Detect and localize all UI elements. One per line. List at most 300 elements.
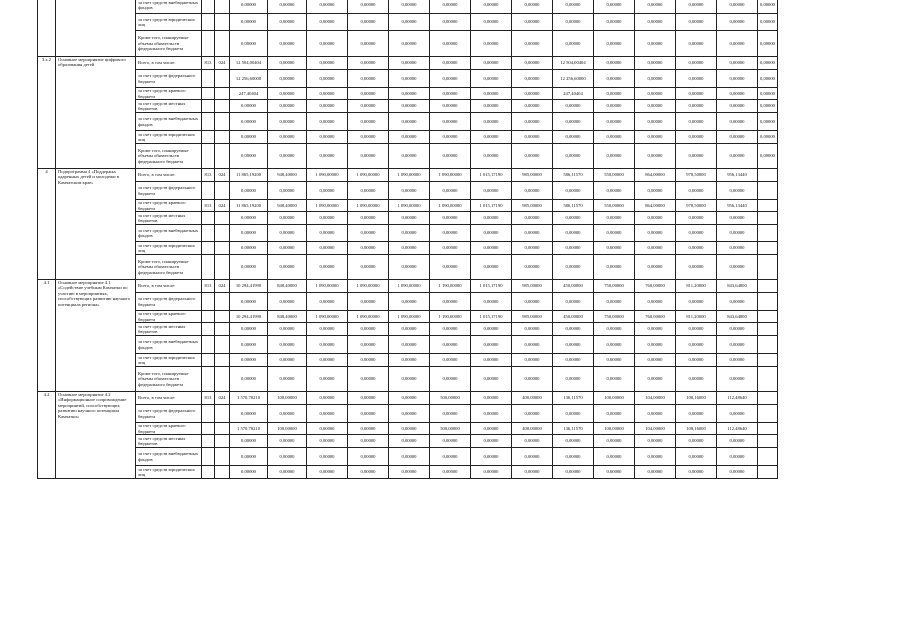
- amount-cell: 0,00000: [471, 0, 512, 14]
- amount-cell: 500,00000: [430, 392, 471, 405]
- amount-cell: 0,00000: [430, 466, 471, 479]
- amount-cell: 0,00000: [471, 323, 512, 336]
- amount-cell: 0,00000: [430, 31, 471, 57]
- amount-cell: 0,00000: [635, 255, 676, 280]
- amount-cell: 0,00000: [430, 242, 471, 255]
- program-code: [215, 100, 230, 113]
- amount-cell: 0,00000: [471, 392, 512, 405]
- amount-cell: 0,00000: [758, 144, 778, 169]
- funding-source: Всего, в том числе:: [136, 57, 202, 70]
- amount-cell: 0,00000: [676, 323, 717, 336]
- amount-cell: [758, 367, 778, 392]
- amount-cell: 0,00000: [471, 336, 512, 354]
- amount-cell: 0,00000: [594, 70, 635, 88]
- program-code: 024: [215, 57, 230, 70]
- amount-cell: 1 090,00000: [430, 169, 471, 182]
- table-row: [38, 448, 778, 466]
- amount-cell: 0,00000: [268, 182, 307, 200]
- amount-cell: 948,40000: [268, 200, 307, 212]
- amount-cell: 586,11570: [553, 200, 594, 212]
- amount-cell: 0,00000: [471, 423, 512, 435]
- amount-cell: 0,00000: [758, 113, 778, 131]
- amount-cell: 0,00000: [553, 0, 594, 14]
- amount-cell: 0,00000: [389, 405, 430, 423]
- program-code: [215, 131, 230, 144]
- amount-cell: 0,00000: [635, 14, 676, 31]
- table-row: [38, 200, 778, 212]
- amount-cell: 0,00000: [594, 88, 635, 100]
- amount-cell: 0,00000: [553, 255, 594, 280]
- funding-source: Всего, в том числе:: [136, 280, 202, 293]
- amount-cell: 0,00000: [348, 0, 389, 14]
- amount-cell: 0,00000: [307, 448, 348, 466]
- amount-cell: 1 190,00000: [430, 280, 471, 293]
- amount-cell: 0,00000: [758, 0, 778, 14]
- amount-cell: 0,00000: [230, 435, 268, 448]
- grbs-code: 813: [202, 280, 215, 293]
- amount-cell: 0,00000: [268, 225, 307, 242]
- amount-cell: 0,00000: [758, 88, 778, 100]
- amount-cell: 1 090,00000: [430, 200, 471, 212]
- amount-cell: 0,00000: [512, 14, 553, 31]
- amount-cell: 0,00000: [635, 0, 676, 14]
- amount-cell: 864,00000: [635, 169, 676, 182]
- amount-cell: 0,00000: [230, 31, 268, 57]
- funding-source: за счет средств федерального бюджета: [136, 182, 202, 200]
- amount-cell: 0,00000: [230, 367, 268, 392]
- amount-cell: 0,00000: [389, 131, 430, 144]
- amount-cell: 0,00000: [348, 14, 389, 31]
- amount-cell: 0,00000: [512, 144, 553, 169]
- amount-cell: 0,00000: [594, 182, 635, 200]
- amount-cell: 0,00000: [512, 466, 553, 479]
- amount-cell: 0,00000: [471, 144, 512, 169]
- amount-cell: 0,00000: [348, 435, 389, 448]
- amount-cell: 0,00000: [230, 354, 268, 367]
- amount-cell: 811,20000: [676, 280, 717, 293]
- amount-cell: 0,00000: [307, 435, 348, 448]
- amount-cell: 0,00000: [430, 367, 471, 392]
- amount-cell: 0,00000: [553, 212, 594, 225]
- amount-cell: 0,00000: [230, 212, 268, 225]
- amount-cell: 0,00000: [307, 70, 348, 88]
- amount-cell: 0,00000: [230, 225, 268, 242]
- amount-cell: 0,00000: [635, 435, 676, 448]
- amount-cell: 0,00000: [430, 323, 471, 336]
- amount-cell: 0,00000: [676, 448, 717, 466]
- amount-cell: 1 090,00000: [348, 169, 389, 182]
- amount-cell: 0,00000: [717, 448, 758, 466]
- amount-cell: 0,00000: [717, 14, 758, 31]
- amount-cell: 848,40000: [268, 311, 307, 323]
- grbs-code: 813: [202, 392, 215, 405]
- amount-cell: 0,00000: [348, 131, 389, 144]
- amount-cell: 0,00000: [512, 225, 553, 242]
- amount-cell: [758, 293, 778, 311]
- table-row: [38, 182, 778, 200]
- amount-cell: 0,00000: [389, 392, 430, 405]
- program-code: [215, 31, 230, 57]
- amount-cell: 0,00000: [594, 0, 635, 14]
- amount-cell: 0,00000: [553, 336, 594, 354]
- table-row: [38, 466, 778, 479]
- amount-cell: 0,00000: [348, 57, 389, 70]
- amount-cell: 12 256,60000: [553, 70, 594, 88]
- table-row: [38, 0, 778, 14]
- funding-source: Всего, в том числе:: [136, 169, 202, 182]
- program-code: [215, 255, 230, 280]
- amount-cell: 0,00000: [430, 14, 471, 31]
- amount-cell: 0,00000: [430, 405, 471, 423]
- program-code: [215, 212, 230, 225]
- amount-cell: 0,00000: [471, 182, 512, 200]
- amount-cell: 108,16000: [676, 423, 717, 435]
- amount-cell: 0,00000: [307, 131, 348, 144]
- amount-cell: 0,00000: [594, 354, 635, 367]
- program-code: [215, 293, 230, 311]
- table-row: [38, 113, 778, 131]
- amount-cell: 0,00000: [553, 435, 594, 448]
- amount-cell: 0,00000: [635, 336, 676, 354]
- amount-cell: 0,00000: [389, 225, 430, 242]
- amount-cell: 0,00000: [553, 144, 594, 169]
- amount-cell: 0,00000: [230, 182, 268, 200]
- amount-cell: 0,00000: [717, 225, 758, 242]
- amount-cell: 0,00000: [389, 113, 430, 131]
- amount-cell: 0,00000: [594, 336, 635, 354]
- funding-source: Кроме того, планируемые объемы обязательств федерального бюджета: [136, 255, 202, 280]
- amount-cell: 0,00000: [676, 88, 717, 100]
- budget-table-body: [38, 0, 778, 479]
- amount-cell: 0,00000: [635, 57, 676, 70]
- amount-cell: 0,00000: [230, 242, 268, 255]
- amount-cell: 0,00000: [676, 225, 717, 242]
- amount-cell: 0,00000: [268, 144, 307, 169]
- amount-cell: 0,00000: [430, 448, 471, 466]
- amount-cell: 0,00000: [389, 367, 430, 392]
- funding-source: за счет средств внебюджетных фондов: [136, 336, 202, 354]
- amount-cell: 10 294,41990: [230, 311, 268, 323]
- amount-cell: 400,00000: [512, 392, 553, 405]
- amount-cell: 985,00000: [512, 169, 553, 182]
- amount-cell: 1 015,17190: [471, 280, 512, 293]
- amount-cell: 0,00000: [553, 448, 594, 466]
- amount-cell: 0,00000: [268, 14, 307, 31]
- amount-cell: 0,00000: [676, 293, 717, 311]
- amount-cell: 0,00000: [389, 336, 430, 354]
- amount-cell: [758, 182, 778, 200]
- amount-cell: 0,00000: [553, 466, 594, 479]
- amount-cell: 0,00000: [512, 88, 553, 100]
- amount-cell: 0,00000: [553, 14, 594, 31]
- program-code: 024: [215, 392, 230, 405]
- amount-cell: 956,13440: [717, 169, 758, 182]
- grbs-code: [202, 466, 215, 479]
- grbs-code: [202, 144, 215, 169]
- amount-cell: 112,48640: [717, 423, 758, 435]
- amount-cell: 0,00000: [348, 323, 389, 336]
- table-row: [38, 280, 778, 293]
- amount-cell: 985,00000: [512, 280, 553, 293]
- grbs-code: 813: [202, 200, 215, 212]
- amount-cell: 0,00000: [348, 182, 389, 200]
- amount-cell: 0,00000: [389, 212, 430, 225]
- amount-cell: 0,00000: [676, 242, 717, 255]
- amount-cell: 0,00000: [676, 354, 717, 367]
- amount-cell: 0,00000: [594, 100, 635, 113]
- amount-cell: 112,48640: [717, 392, 758, 405]
- amount-cell: 0,00000: [758, 131, 778, 144]
- grbs-code: [202, 225, 215, 242]
- amount-cell: 0,00000: [594, 31, 635, 57]
- amount-cell: 0,00000: [635, 113, 676, 131]
- amount-cell: 0,00000: [594, 57, 635, 70]
- amount-cell: 0,00000: [430, 144, 471, 169]
- amount-cell: 0,00000: [389, 57, 430, 70]
- amount-cell: 0,00000: [268, 367, 307, 392]
- amount-cell: 0,00000: [430, 435, 471, 448]
- amount-cell: 0,00000: [268, 131, 307, 144]
- amount-cell: 0,00000: [230, 144, 268, 169]
- item-name: Основное мероприятие 4.2 «Информационное сопровождение мероприятий, способствующих развитию научного потенциала Камчатки»: [56, 392, 136, 479]
- amount-cell: 0,00000: [307, 31, 348, 57]
- amount-cell: 985,00000: [512, 200, 553, 212]
- amount-cell: 0,00000: [230, 255, 268, 280]
- amount-cell: 0,00000: [717, 212, 758, 225]
- amount-cell: 0,00000: [430, 100, 471, 113]
- amount-cell: 0,00000: [348, 466, 389, 479]
- amount-cell: [758, 311, 778, 323]
- amount-cell: 0,00000: [471, 88, 512, 100]
- amount-cell: 0,00000: [594, 466, 635, 479]
- funding-source: за счет средств краевого бюджета: [136, 311, 202, 323]
- amount-cell: 750,00000: [594, 311, 635, 323]
- amount-cell: 0,00000: [307, 354, 348, 367]
- amount-cell: 0,00000: [512, 100, 553, 113]
- program-code: [215, 367, 230, 392]
- amount-cell: 0,00000: [348, 255, 389, 280]
- amount-cell: 0,00000: [717, 435, 758, 448]
- grbs-code: [202, 131, 215, 144]
- amount-cell: 985,00000: [512, 311, 553, 323]
- amount-cell: [758, 280, 778, 293]
- amount-cell: 0,00000: [553, 242, 594, 255]
- grbs-code: [202, 212, 215, 225]
- amount-cell: 0,00000: [348, 354, 389, 367]
- amount-cell: 0,00000: [512, 354, 553, 367]
- amount-cell: 0,00000: [758, 57, 778, 70]
- amount-cell: 0,00000: [268, 57, 307, 70]
- item-number: 4.2: [38, 392, 56, 479]
- amount-cell: 11 865,19200: [230, 169, 268, 182]
- amount-cell: 12 504,00404: [553, 57, 594, 70]
- amount-cell: 760,00000: [635, 280, 676, 293]
- amount-cell: 0,00000: [717, 70, 758, 88]
- amount-cell: 978,50000: [676, 169, 717, 182]
- amount-cell: 0,00000: [717, 100, 758, 113]
- amount-cell: 0,00000: [676, 131, 717, 144]
- amount-cell: 0,00000: [230, 405, 268, 423]
- amount-cell: 0,00000: [430, 182, 471, 200]
- amount-cell: 0,00000: [512, 242, 553, 255]
- amount-cell: 0,00000: [230, 466, 268, 479]
- table-row: [38, 131, 778, 144]
- table-row: [38, 311, 778, 323]
- grbs-code: [202, 255, 215, 280]
- amount-cell: 0,00000: [676, 367, 717, 392]
- amount-cell: 0,00000: [635, 100, 676, 113]
- amount-cell: 0,00000: [635, 405, 676, 423]
- grbs-code: [202, 242, 215, 255]
- amount-cell: 0,00000: [717, 113, 758, 131]
- amount-cell: 0,00000: [717, 182, 758, 200]
- program-code: [215, 466, 230, 479]
- grbs-code: [202, 31, 215, 57]
- amount-cell: 450,00000: [553, 311, 594, 323]
- amount-cell: 0,00000: [471, 14, 512, 31]
- amount-cell: 0,00000: [594, 293, 635, 311]
- amount-cell: 0,00000: [307, 323, 348, 336]
- amount-cell: 0,00000: [268, 88, 307, 100]
- amount-cell: 0,00000: [430, 336, 471, 354]
- amount-cell: 136,11570: [553, 423, 594, 435]
- amount-cell: 0,00000: [594, 242, 635, 255]
- grbs-code: [202, 0, 215, 14]
- amount-cell: 0,00000: [594, 323, 635, 336]
- funding-source: за счет средств местных бюджетов: [136, 100, 202, 113]
- amount-cell: 0,00000: [348, 212, 389, 225]
- amount-cell: 0,00000: [758, 31, 778, 57]
- grbs-code: [202, 367, 215, 392]
- amount-cell: 0,00000: [430, 131, 471, 144]
- table-row: [38, 100, 778, 113]
- amount-cell: 0,00000: [635, 225, 676, 242]
- amount-cell: 0,00000: [471, 225, 512, 242]
- amount-cell: 104,00000: [635, 423, 676, 435]
- amount-cell: 0,00000: [268, 448, 307, 466]
- amount-cell: 0,00000: [268, 323, 307, 336]
- amount-cell: 0,00000: [635, 131, 676, 144]
- amount-cell: 0,00000: [230, 14, 268, 31]
- program-code: [215, 88, 230, 100]
- funding-source: Всего, в том числе:: [136, 392, 202, 405]
- amount-cell: 0,00000: [553, 113, 594, 131]
- item-number: 4: [38, 169, 56, 280]
- amount-cell: 0,00000: [717, 405, 758, 423]
- amount-cell: 0,00000: [553, 131, 594, 144]
- amount-cell: 956,13440: [717, 200, 758, 212]
- amount-cell: 0,00000: [307, 466, 348, 479]
- amount-cell: 0,00000: [307, 392, 348, 405]
- amount-cell: 0,00000: [717, 242, 758, 255]
- amount-cell: 0,00000: [307, 144, 348, 169]
- amount-cell: 0,00000: [307, 255, 348, 280]
- amount-cell: 0,00000: [348, 100, 389, 113]
- table-row: [38, 14, 778, 31]
- amount-cell: [758, 225, 778, 242]
- table-row: [38, 255, 778, 280]
- program-code: [215, 336, 230, 354]
- amount-cell: 0,00000: [635, 367, 676, 392]
- amount-cell: [758, 405, 778, 423]
- amount-cell: 247,40404: [230, 88, 268, 100]
- amount-cell: 1 570,78210: [230, 423, 268, 435]
- amount-cell: 0,00000: [230, 0, 268, 14]
- program-code: [215, 0, 230, 14]
- amount-cell: 0,00000: [471, 212, 512, 225]
- amount-cell: 0,00000: [717, 466, 758, 479]
- amount-cell: 0,00000: [717, 0, 758, 14]
- amount-cell: 0,00000: [512, 70, 553, 88]
- amount-cell: 0,00000: [268, 336, 307, 354]
- amount-cell: 500,00000: [430, 423, 471, 435]
- amount-cell: 0,00000: [430, 293, 471, 311]
- program-code: [215, 242, 230, 255]
- amount-cell: 0,00000: [594, 144, 635, 169]
- amount-cell: 0,00000: [635, 182, 676, 200]
- amount-cell: 1 090,00000: [307, 311, 348, 323]
- amount-cell: 0,00000: [230, 293, 268, 311]
- amount-cell: 978,50000: [676, 200, 717, 212]
- amount-cell: 0,00000: [471, 57, 512, 70]
- amount-cell: 0,00000: [389, 466, 430, 479]
- amount-cell: 1 015,17190: [471, 200, 512, 212]
- amount-cell: 0,00000: [430, 57, 471, 70]
- amount-cell: 0,00000: [389, 448, 430, 466]
- amount-cell: [758, 336, 778, 354]
- program-code: [215, 423, 230, 435]
- funding-source: Кроме того, планируемые объемы обязательств федерального бюджета: [136, 144, 202, 169]
- amount-cell: 0,00000: [635, 88, 676, 100]
- amount-cell: 0,00000: [553, 293, 594, 311]
- amount-cell: 12 256,60000: [230, 70, 268, 88]
- amount-cell: 0,00000: [389, 70, 430, 88]
- amount-cell: 0,00000: [307, 100, 348, 113]
- amount-cell: 104,00000: [635, 392, 676, 405]
- amount-cell: 0,00000: [635, 31, 676, 57]
- amount-cell: 0,00000: [676, 144, 717, 169]
- amount-cell: 0,00000: [676, 336, 717, 354]
- funding-source: за счет средств федерального бюджета: [136, 70, 202, 88]
- amount-cell: 0,00000: [348, 293, 389, 311]
- amount-cell: 0,00000: [348, 113, 389, 131]
- amount-cell: 0,00000: [512, 293, 553, 311]
- program-code: [215, 323, 230, 336]
- budget-table: [37, 0, 778, 479]
- amount-cell: 1 190,00000: [430, 311, 471, 323]
- amount-cell: 0,00000: [307, 293, 348, 311]
- funding-source: за счет средств краевого бюджета: [136, 88, 202, 100]
- amount-cell: 100,00000: [594, 423, 635, 435]
- funding-source: Кроме того, планируемые объемы обязательств федерального бюджета: [136, 367, 202, 392]
- grbs-code: [202, 100, 215, 113]
- funding-source: за счет средств юридических лиц: [136, 131, 202, 144]
- amount-cell: [758, 169, 778, 182]
- table-row: [38, 169, 778, 182]
- grbs-code: [202, 354, 215, 367]
- program-code: [215, 70, 230, 88]
- amount-cell: 0,00000: [594, 131, 635, 144]
- amount-cell: 0,00000: [676, 435, 717, 448]
- amount-cell: 0,00000: [430, 0, 471, 14]
- amount-cell: 0,00000: [471, 354, 512, 367]
- amount-cell: 0,00000: [553, 225, 594, 242]
- amount-cell: 1 090,00000: [348, 200, 389, 212]
- grbs-code: [202, 70, 215, 88]
- amount-cell: 0,00000: [389, 242, 430, 255]
- amount-cell: 0,00000: [389, 31, 430, 57]
- amount-cell: 0,00000: [389, 354, 430, 367]
